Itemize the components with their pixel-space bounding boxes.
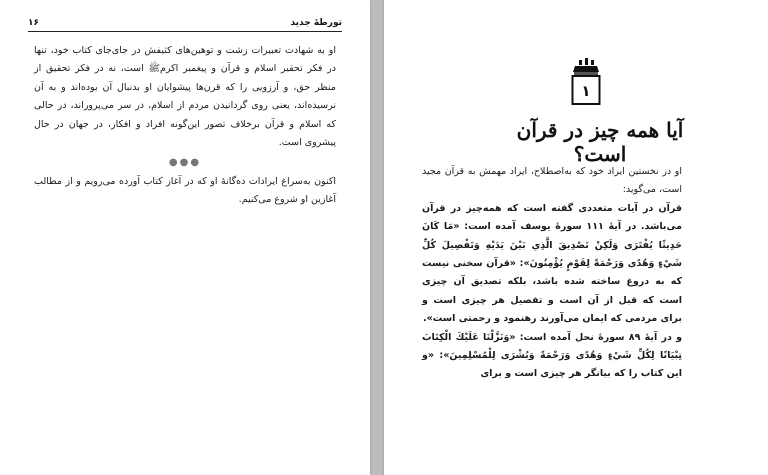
header-title: تورطهٔ جدید (290, 18, 342, 28)
chapter-badge-icon (571, 58, 601, 106)
running-header (28, 18, 342, 32)
section-ornament: ●●● (168, 157, 202, 169)
intro-paragraph: او در نخستین ایراد خود که به‌اصطلاح، ایراد مهمش به قرآن مجید است، می‌گوید: (422, 166, 682, 196)
book-gutter (370, 0, 384, 475)
right-body-text (422, 163, 682, 384)
quote-paragraph: قرآن در آیات متعددی گفته است که همه‌چیز در قرآن می‌باشد. در آیهٔ ۱۱۱ سورهٔ یوسف آمده است: «مَا كَانَ حَدِيثًا يُفْتَرَى وَلَكِنْ تَصْدِيقَ الَّذِي بَيْنَ يَدَيْهِ وَتَفْصِيلَ كُلِّ شَيْءٍ وَهُدًى وَرَحْمَةً لِقَوْمٍ يُؤْمِنُونَ»: «قرآن سخنی نیست که به دروغ ساخته شده باشد، بلکه تصدیق آن چیزی است که قبل از آن است و تفصیل هر چیزی است و برای مردمی که ایمان می‌آورند رهنمود و رحمتی است». (422, 202, 682, 325)
quote-paragraph: و در آیهٔ ۸۹ سورهٔ نحل آمده است: «وَنَزَّلْنَا عَلَيْكَ الْكِتَابَ تِبْيَانًا لِكُلِّ شَيْءٍ وَهُدًى وَرَحْمَةً وَبُشْرَى لِلْمُسْلِمِينَ»: «و این کتاب را که بیانگر هر چیزی است و برای (422, 331, 682, 380)
chapter-number: ۱ (581, 82, 591, 100)
left-body-text (34, 42, 336, 210)
page-number: ۱۶ (28, 18, 39, 28)
left-page (0, 0, 370, 475)
paragraph: اکنون به‌سراغ ایرادات ده‌گانهٔ او که در آغاز کتاب آورده می‌رویم و از مطالب آغازین او شروع می‌کنیم. (34, 175, 336, 206)
chapter-title: آیا همه چیز در قرآن است؟ (516, 118, 684, 166)
paragraph: او به شهادت تعبیرات زشت و توهین‌های کثیفش در جای‌جای کتاب خود، تنها در فکر تحقیر اسلام و قرآن و پیغمبر اکرمﷺ است، نه در فکر تحقیق از منظر حق، و آرزویی را که قرن‌ها پیشوایان او بدنبال آن بوده‌اند و به آن نرسیده‌اند، یعنی روی گردانیدن مردم از اسلام، در سر می‌پروراند، در حالی که اسلام و قرآن برخلاف تصور این‌گونه افراد و افکار، در جهان در حال پیشروی است. (34, 45, 336, 149)
